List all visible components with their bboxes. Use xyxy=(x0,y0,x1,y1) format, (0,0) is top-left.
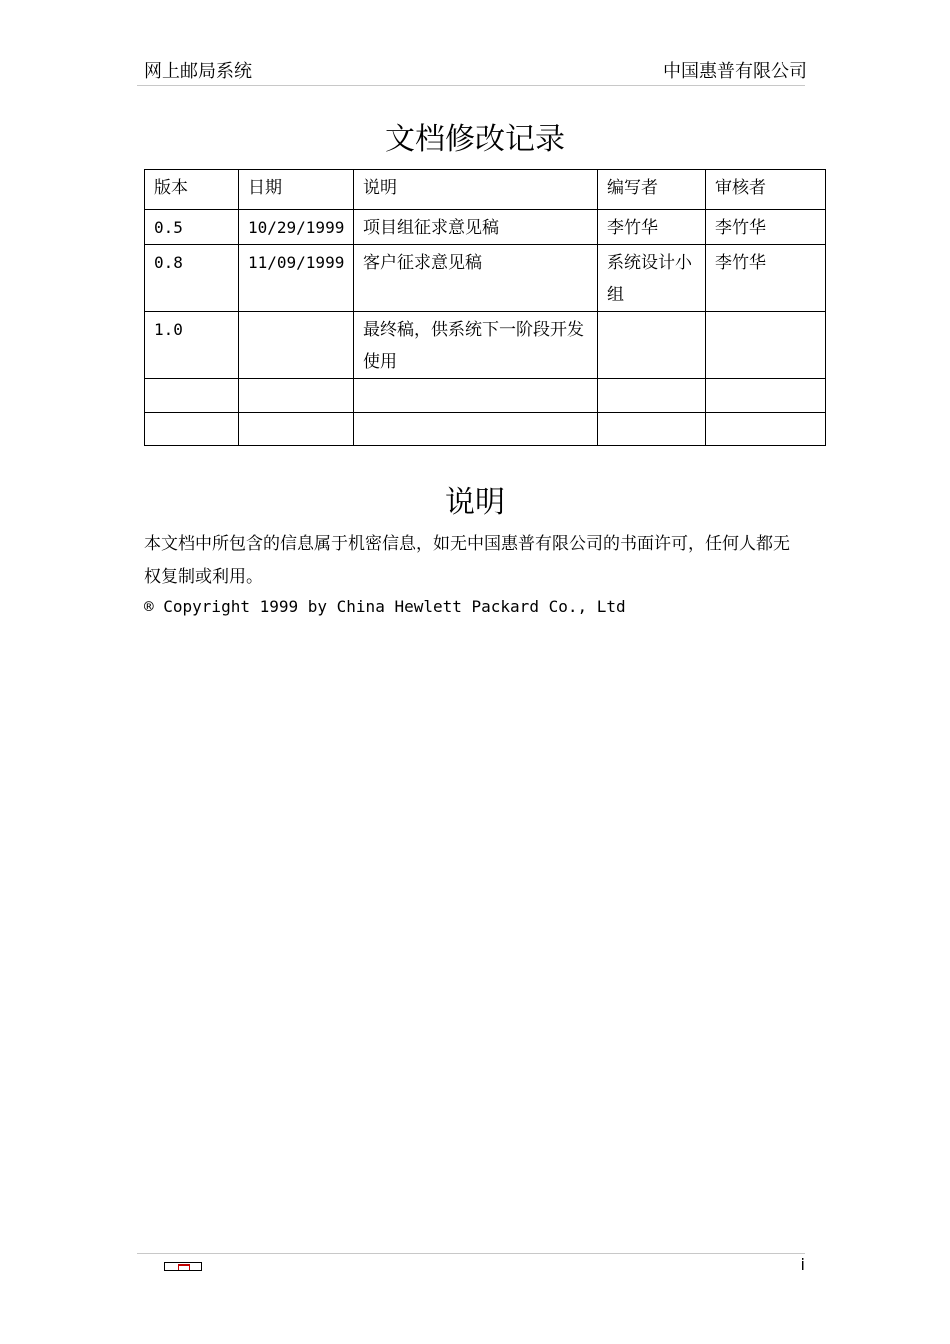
cell-description: 项目组征求意见稿 xyxy=(354,210,598,245)
confidentiality-notice: 本文档中所包含的信息属于机密信息，如无中国惠普有限公司的书面许可，任何人都无权复制或利用。 xyxy=(144,534,790,587)
header-author: 编写者 xyxy=(598,170,706,210)
header-system-name: 网上邮局系统 xyxy=(144,61,252,82)
revision-history-title: 文档修改记录 xyxy=(385,122,565,157)
cell-reviewer xyxy=(706,379,826,413)
cell-version: 0.8 xyxy=(145,245,239,312)
cell-reviewer: 李竹华 xyxy=(706,210,826,245)
cell-date: 10/29/1999 xyxy=(239,210,354,245)
hp-logo-icon xyxy=(164,1262,202,1271)
copyright-line: ® Copyright 1999 by China Hewlett Packard Co., Ltd xyxy=(144,597,626,616)
cell-version xyxy=(145,413,239,446)
cell-version: 1.0 xyxy=(145,312,239,379)
cell-date xyxy=(239,312,354,379)
header-date: 日期 xyxy=(239,170,354,210)
cell-description xyxy=(354,379,598,413)
header-company-name: 中国惠普有限公司 xyxy=(663,61,807,82)
cell-author xyxy=(598,413,706,446)
notice-title: 说明 xyxy=(445,485,505,520)
cell-description: 最终稿，供系统下一阶段开发使用 xyxy=(354,312,598,379)
cell-description xyxy=(354,413,598,446)
cell-date xyxy=(239,379,354,413)
cell-reviewer: 李竹华 xyxy=(706,245,826,312)
cell-reviewer xyxy=(706,312,826,379)
revision-history-table xyxy=(144,169,826,446)
cell-description: 客户征求意见稿 xyxy=(354,245,598,312)
cell-version xyxy=(145,379,239,413)
cell-author: 系统设计小组 xyxy=(598,245,706,312)
table-row xyxy=(145,210,826,245)
cell-date xyxy=(239,413,354,446)
table-row xyxy=(145,413,826,446)
cell-author xyxy=(598,379,706,413)
footer-divider xyxy=(137,1253,805,1254)
page-number: i xyxy=(800,1255,805,1274)
table-header-row xyxy=(145,170,826,210)
cell-date: 11/09/1999 xyxy=(239,245,354,312)
cell-author xyxy=(598,312,706,379)
header-divider xyxy=(137,85,805,86)
header-version: 版本 xyxy=(145,170,239,210)
cell-version: 0.5 xyxy=(145,210,239,245)
cell-reviewer xyxy=(706,413,826,446)
header-reviewer: 审核者 xyxy=(706,170,826,210)
logo-mark-icon xyxy=(178,1264,190,1270)
header-description: 说明 xyxy=(354,170,598,210)
cell-author: 李竹华 xyxy=(598,210,706,245)
table-row xyxy=(145,379,826,413)
table-row xyxy=(145,312,826,379)
table-row xyxy=(145,245,826,312)
